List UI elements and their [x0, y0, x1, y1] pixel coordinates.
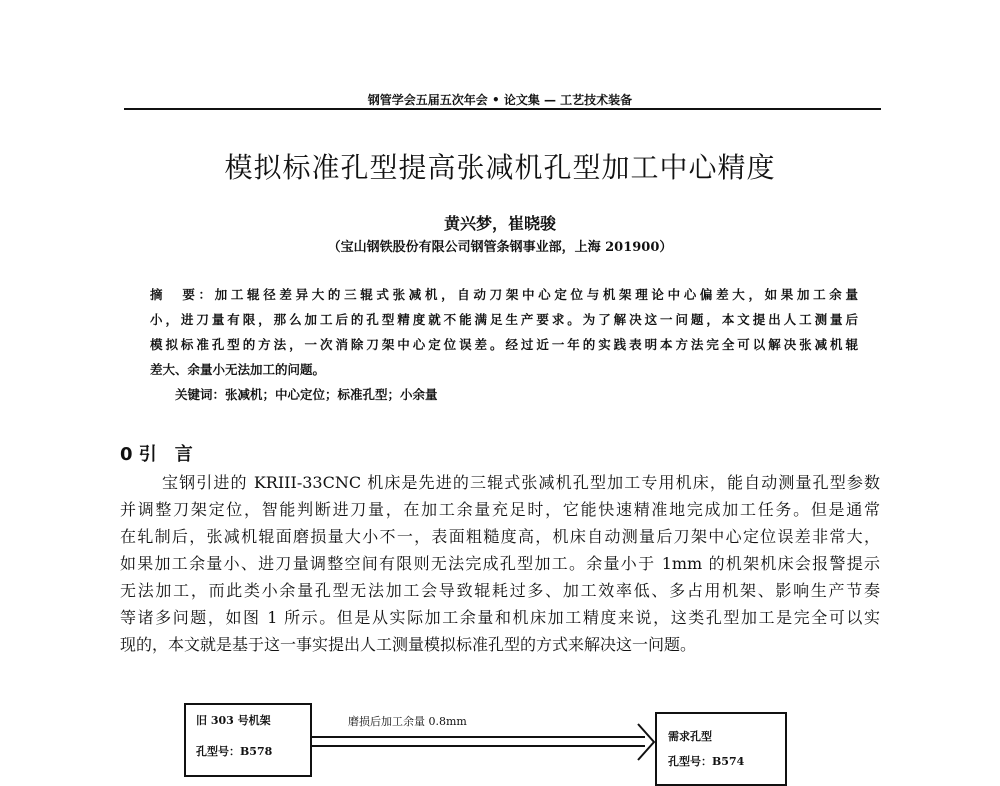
header-rule: [124, 108, 881, 110]
abstract-line: 差大、余量小无法加工的问题。: [150, 362, 326, 377]
authors: 黄兴梦，崔晓骏: [443, 214, 556, 233]
abstract-line: 小，进刀量有限，那么加工后的孔型精度就不能满足生产要求。为了解决这一问题，本文提出人工测量后: [150, 312, 858, 327]
section-heading: 0 引 言: [120, 444, 193, 465]
body-line: 无法加工，而此类小余量孔型无法加工会导致辊耗过多、加工效率低、多占用机架、影响生产节奏: [120, 581, 880, 600]
left-box-line: 孔型号：B578: [196, 745, 273, 758]
body-line: 宝钢引进的 KRIII-33CNC 机床是先进的三辊式张减机孔型加工专用机床，能自动测量孔型参数: [162, 473, 880, 492]
right-box-line: 孔型号：B574: [668, 755, 745, 768]
affiliation: （宝山钢铁股份有限公司钢管条钢事业部，上海 201900）: [327, 240, 673, 255]
keywords: 关键词：张减机；中心定位；标准孔型；小余量: [175, 387, 438, 402]
paper-title: 模拟标准孔型提高张减机孔型加工中心精度: [224, 151, 776, 184]
left-box-title: 旧 303 号机架: [196, 714, 271, 727]
body-line: 并调整刀架定位，智能判断进刀量，在加工余量充足时，它能快速精准地完成加工任务。但是通常: [120, 500, 880, 519]
abstract-line: 模拟标准孔型的方法，一次消除刀架中心定位误差。经过近一年的实践表明本方法完全可以解决张减机辊: [150, 337, 858, 352]
arrow-line-bottom: [310, 745, 645, 747]
body-line: 在轧制后，张减机辊面磨损量大小不一，表面粗糙度高，机床自动测量后刀架中心定位误差非常大，: [120, 527, 880, 546]
abstract-line: 摘 要：加工辊径差异大的三辊式张减机，自动刀架中心定位与机架理论中心偏差大，如果加工余量: [150, 287, 858, 302]
arrow-line-top: [310, 736, 645, 738]
right-box: [655, 712, 787, 786]
right-box-title: 需求孔型: [668, 730, 712, 743]
body-line: 现的，本文就是基于这一事实提出人工测量模拟标准孔型的方式来解决这一问题。: [120, 635, 697, 654]
body-line: 如果加工余量小、进刀量调整空间有限则无法完成孔型加工。余量小于 1mm 的机架机床会报警提示: [120, 554, 880, 573]
running-head: 钢管学会五届五次年会 • 论文集 — 工艺技术装备: [367, 93, 633, 107]
arrow-label: 磨损后加工余量 0.8mm: [348, 715, 467, 728]
body-line: 等诸多问题，如图 1 所示。但是从实际加工余量和机床加工精度来说，这类孔型加工是完全可以实: [120, 608, 880, 627]
